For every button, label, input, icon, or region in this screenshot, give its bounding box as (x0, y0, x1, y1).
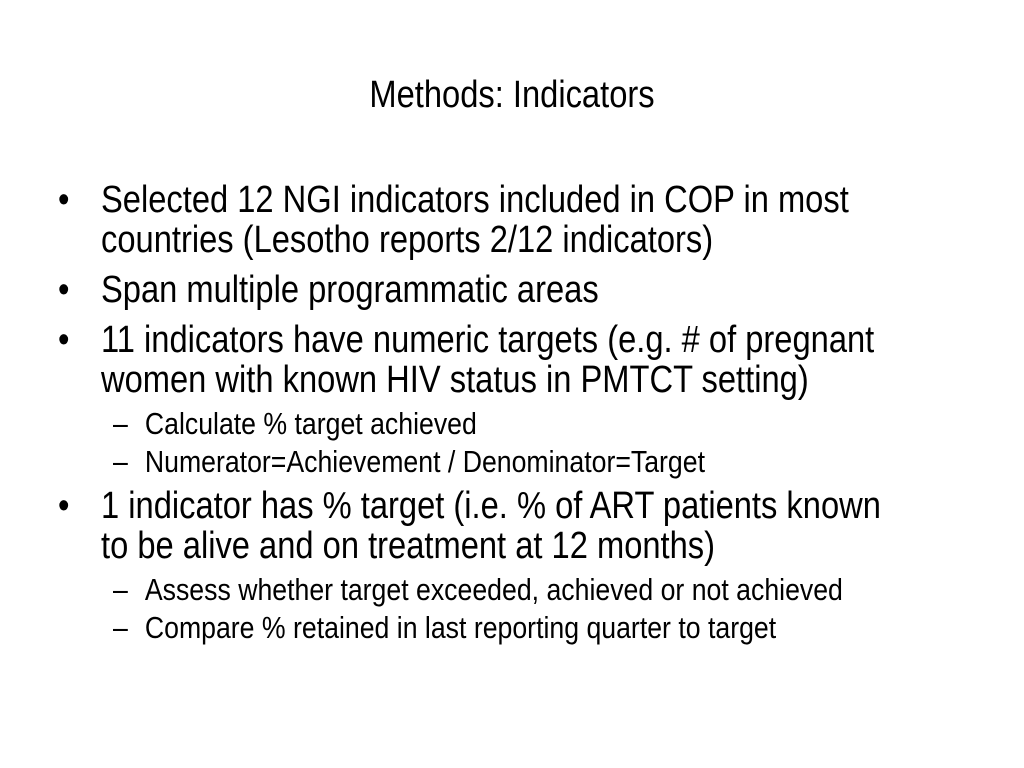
sub-bullet-text: Assess whether target exceeded, achieved or not achieved (144, 572, 843, 607)
bullet-item-numeric-targets (58, 320, 927, 400)
sub-bullet-text: Calculate % target achieved (144, 406, 477, 441)
bullet-text-line: countries (Lesotho reports 2/12 indicators) (101, 219, 714, 261)
bullet-marker: • (58, 179, 70, 221)
bullet-text-line: 1 indicator has % target (i.e. % of ART patients known (101, 485, 881, 527)
bullet-item-programmatic-areas (58, 270, 927, 310)
bullet-list (58, 180, 927, 652)
bullet-marker: • (58, 485, 70, 527)
slide-title: Methods: Indicators (369, 74, 655, 116)
sub-bullet-text: Compare % retained in last reporting quarter to target (144, 610, 777, 645)
bullet-marker: • (58, 269, 70, 311)
sub-bullet-assess-target (58, 570, 927, 610)
dash-marker: – (113, 444, 128, 479)
bullet-text-line: Span multiple programmatic areas (101, 269, 599, 311)
sub-bullet-text: Numerator=Achievement / Denominator=Target (144, 444, 706, 479)
sub-bullet-calculate-target (58, 404, 927, 444)
bullet-text-line: 11 indicators have numeric targets (e.g. # of pregnant (101, 319, 875, 361)
sub-bullet-numerator-denominator (58, 442, 927, 482)
dash-marker: – (113, 572, 128, 607)
bullet-text-line: to be alive and on treatment at 12 months) (101, 525, 716, 567)
bullet-text-line: Selected 12 NGI indicators included in COP in most (101, 179, 849, 221)
bullet-marker: • (58, 319, 70, 361)
dash-marker: – (113, 406, 128, 441)
sub-bullet-compare-retained (58, 608, 927, 648)
bullet-item-percent-target (58, 486, 927, 566)
dash-marker: – (113, 610, 128, 645)
bullet-text-line: women with known HIV status in PMTCT setting) (101, 359, 809, 401)
bullet-item-ngi-indicators (58, 180, 927, 260)
